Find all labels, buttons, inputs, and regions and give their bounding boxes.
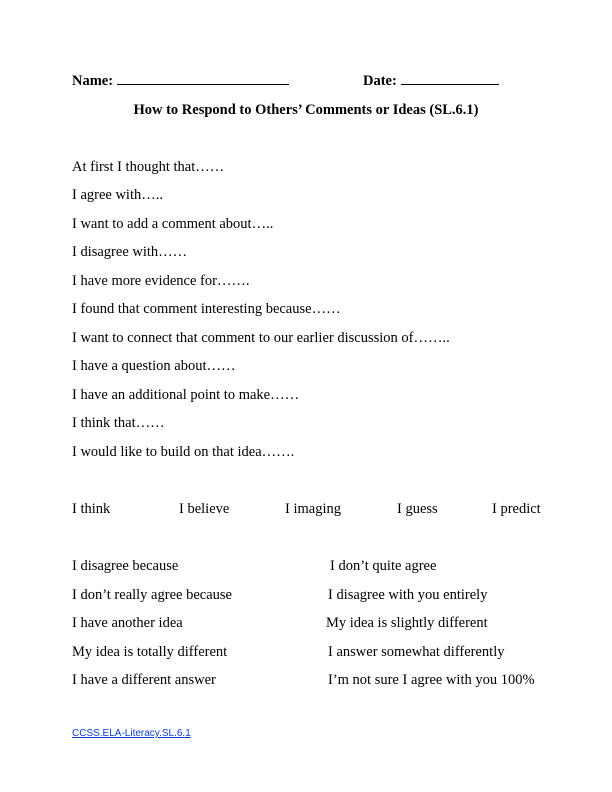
- verb-option: I imaging: [285, 501, 341, 517]
- disagree-phrase-right: I answer somewhat differently: [328, 644, 505, 660]
- verb-option: I believe: [179, 501, 230, 517]
- verb-option: I guess: [397, 501, 438, 517]
- disagree-phrase-left: I have a different answer: [72, 672, 216, 688]
- starter-line: I want to connect that comment to our earlier discussion of……..: [72, 330, 450, 346]
- name-label: Name:: [72, 73, 114, 89]
- disagree-phrase-right: I’m not sure I agree with you 100%: [328, 672, 535, 688]
- name-blank-line[interactable]: [117, 72, 289, 85]
- disagree-phrase-left: I don’t really agree because: [72, 587, 232, 603]
- starter-line: I have an additional point to make……: [72, 387, 300, 403]
- disagree-phrase-right: I don’t quite agree: [330, 558, 437, 574]
- disagree-phrase-left: I disagree because: [72, 558, 179, 574]
- disagree-phrase-right: My idea is slightly different: [326, 615, 488, 631]
- starter-line: I have more evidence for…….: [72, 273, 250, 289]
- starter-line: I agree with…..: [72, 187, 163, 203]
- date-label: Date:: [363, 73, 397, 89]
- starter-line: At first I thought that……: [72, 159, 225, 175]
- disagree-phrase-right: I disagree with you entirely: [328, 587, 488, 603]
- disagree-phrase-left: I have another idea: [72, 615, 183, 631]
- verb-option: I think: [72, 501, 111, 517]
- disagree-phrase-left: My idea is totally different: [72, 644, 228, 660]
- verb-option: I predict: [492, 501, 541, 517]
- starter-line: I disagree with……: [72, 244, 188, 260]
- standard-link[interactable]: CCSS.ELA-Literacy.SL.6.1: [72, 728, 191, 739]
- starter-line: I have a question about……: [72, 358, 236, 374]
- page-title: How to Respond to Others’ Comments or Ideas (SL.6.1): [133, 102, 479, 118]
- starter-line: I want to add a comment about…..: [72, 216, 274, 232]
- starter-line: I found that comment interesting because……: [72, 301, 341, 317]
- starter-line: I think that……: [72, 415, 165, 431]
- starter-line: I would like to build on that idea…….: [72, 444, 295, 460]
- date-blank-line[interactable]: [401, 72, 499, 85]
- date-field[interactable]: [363, 72, 499, 90]
- name-field[interactable]: [72, 72, 289, 90]
